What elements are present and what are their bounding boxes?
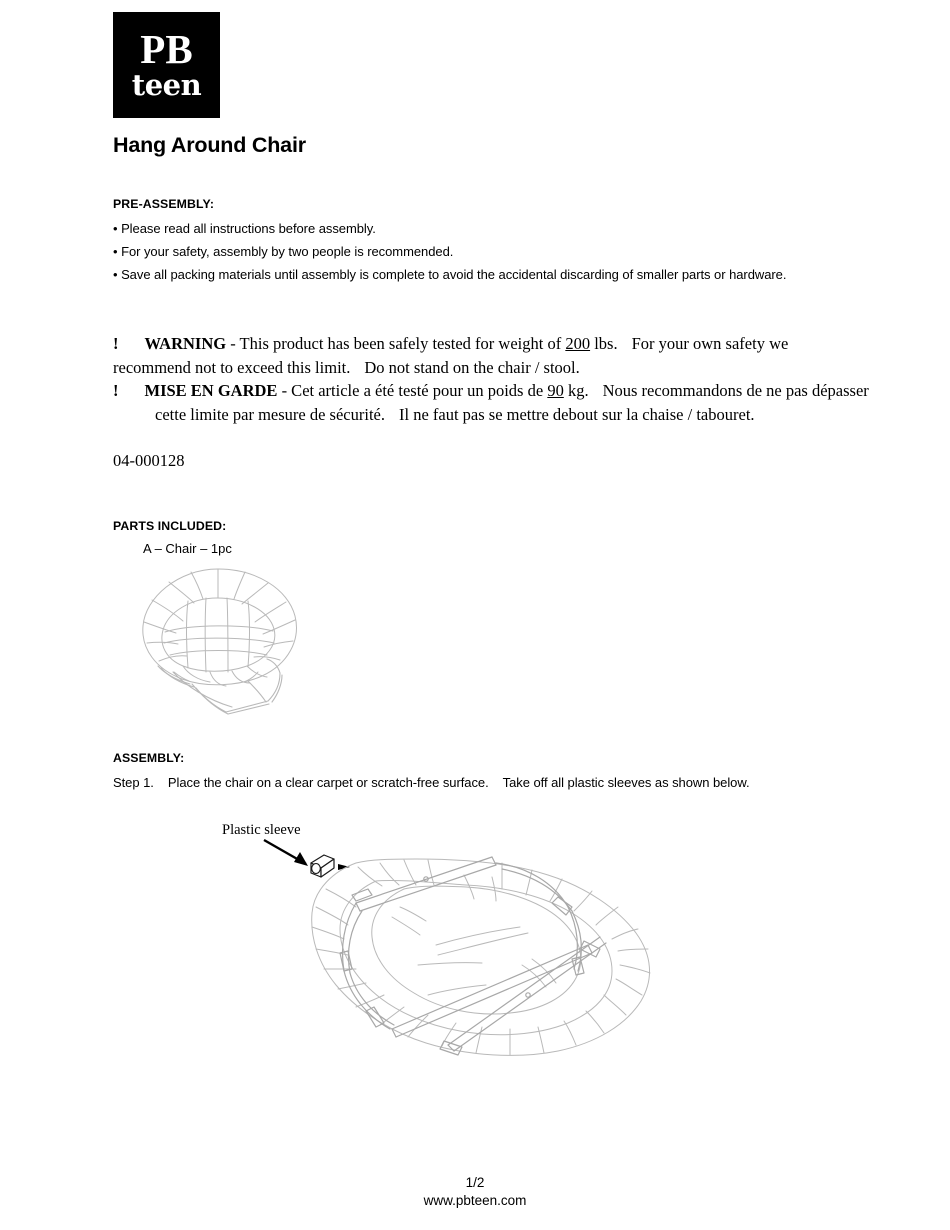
warning-text-c: For your own safety we recommend not to exceed this limit. <box>113 334 789 377</box>
warning-fr-text-a: - Cet article a été testé pour un poids de <box>281 381 548 400</box>
footer-page-number: 1/2 <box>465 1175 485 1190</box>
warning-french <box>113 379 883 426</box>
assembly-step-1-number: Step 1. <box>113 775 154 790</box>
warning-fr-weight-value: 90 <box>547 381 564 400</box>
footer-website-url: www.pbteen.com <box>423 1193 527 1208</box>
pre-assembly-heading: PRE-ASSEMBLY: <box>113 197 215 211</box>
warning-text-b: lbs. <box>590 334 618 353</box>
assembly-step-1-text-b: Take off all plastic sleeves as shown below. <box>502 775 750 790</box>
plastic-sleeve-callout-label: Plastic sleeve <box>222 822 301 838</box>
warning-fr-text-d: Il ne faut pas se mettre debout sur la chaise / tabouret. <box>398 404 755 424</box>
assembly-step-1-text-a: Place the chair on a clear carpet or scratch-free surface. <box>167 775 489 790</box>
logo-text-pb: PB <box>140 26 193 73</box>
warning-fr-text-c: Nous recommandons de ne pas dépasser cette limite par mesure de sécurité. <box>155 381 869 424</box>
warning-exclamation-icon: ! <box>113 334 119 353</box>
assembly-heading: ASSEMBLY: <box>113 751 185 765</box>
warning-fr-exclamation-icon: ! <box>113 381 119 400</box>
part-number: 04-000128 <box>113 451 185 470</box>
page-title: Hang Around Chair <box>113 133 306 157</box>
part-item-label-a: A – Chair – 1pc <box>143 541 232 556</box>
assembly-step-1 <box>113 772 833 795</box>
warning-text-a: - This product has been safely tested for weight of <box>230 334 566 353</box>
folded-chair-top-view-drawing <box>296 845 668 1080</box>
chair-perspective-drawing <box>128 560 308 722</box>
pre-assembly-bullet-2: • For your safety, assembly by two people is recommended. <box>113 244 454 259</box>
logo-text-teen: teen <box>131 67 202 102</box>
warning-label: WARNING <box>144 334 227 353</box>
warning-fr-text-b: kg. <box>563 381 589 400</box>
warning-english <box>113 332 843 379</box>
warning-weight-value: 200 <box>565 334 591 353</box>
pbteen-logo <box>113 12 220 118</box>
pre-assembly-bullet-1: • Please read all instructions before assembly. <box>113 221 376 236</box>
parts-included-heading: PARTS INCLUDED: <box>113 519 227 533</box>
warning-fr-label: MISE EN GARDE <box>144 381 278 400</box>
warning-text-d: Do not stand on the chair / stool. <box>364 357 580 377</box>
pre-assembly-bullet-3: • Save all packing materials until assembly is complete to avoid the accidental discarding of smaller parts or hardware. <box>113 267 787 282</box>
